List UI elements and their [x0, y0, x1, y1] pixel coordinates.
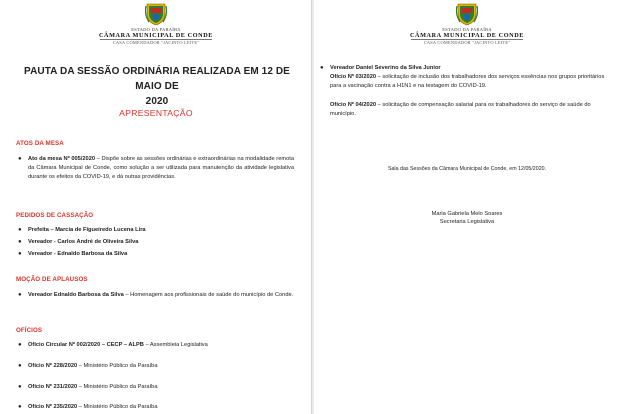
item-text: – Assembleia Legislativa — [143, 342, 208, 348]
list-item-oficio — [18, 383, 294, 392]
item-bold: Prefeita – Marcia de Figueiredo Lucena Lira — [28, 227, 146, 233]
sala-sessoes-line: Sala das Sessões da Câmara Municipal de Conde, em 12/05/2020. — [387, 166, 547, 172]
cassacao-heading: PEDIDOS DE CASSAÇÃO — [16, 212, 94, 219]
item-text: – Ministério Público da Paraíba — [77, 404, 158, 410]
signer-name: Maria Gabriela Melo Soares — [431, 211, 503, 217]
list-item-oficio — [18, 341, 294, 350]
letterhead — [314, 2, 620, 45]
item-text: – Ministério Público da Paraíba — [77, 384, 158, 390]
item-text: – Ministério Público da Paraíba — [77, 363, 158, 369]
item-bold: Ofício Nº 235/2020 — [28, 404, 78, 410]
letterhead-state: ESTADO DA PARAÍBA — [442, 27, 492, 32]
letterhead-chamber: CÂMARA MUNICIPAL DE CONDE — [98, 32, 214, 39]
bullet-icon: ● — [18, 342, 22, 348]
list-item-oficio — [18, 403, 294, 412]
bullet-icon: ● — [18, 156, 22, 162]
oficios-heading: OFÍCIOS — [16, 327, 43, 334]
bullet-icon: ● — [18, 384, 22, 390]
bullet-icon: ● — [18, 404, 22, 410]
item-bold: Ofício Nº 03/2020 — [330, 74, 377, 80]
list-item-oficio — [18, 362, 294, 371]
coat-of-arms-icon — [145, 2, 167, 26]
list-item-mocao — [18, 291, 294, 300]
bullet-icon: ● — [18, 251, 22, 257]
item-text: – solicitação de inclusão dos trabalhadores dos serviços essências nos grupos prioritários para a vacinação contra a H1N1 e na testagem do COVID-19. — [330, 74, 605, 90]
item-text: – Homenagem aos profissionais de saúde do município de Conde. — [123, 292, 294, 298]
page-title — [14, 64, 300, 109]
bullet-icon: ● — [18, 227, 22, 233]
bullet-icon: ● — [18, 363, 22, 369]
title-line-1: PAUTA DA SESSÃO ORDINÁRIA REALIZADA EM 12 DE MAIO DE — [24, 66, 290, 92]
item-bold: Ofício Nº 228/2020 — [28, 363, 78, 369]
letterhead-house: CASA COMENDADOR "JACINTO LEITE" — [112, 40, 200, 45]
oficio-03-paragraph — [330, 73, 606, 91]
list-item-cassacao — [18, 226, 294, 235]
item-bold: Ato da mesa Nº 005/2020 — [28, 156, 96, 162]
list-item-cassacao — [18, 238, 294, 247]
signer-role: Secretaria Legislativa — [439, 219, 495, 225]
bullet-icon: ● — [18, 292, 22, 298]
item-bold: Vereador - Ednaldo Barbosa da Silva — [28, 251, 128, 257]
list-item-cassacao — [18, 250, 294, 259]
list-item-ato — [18, 155, 294, 183]
coat-of-arms-icon — [456, 2, 478, 26]
oficio-04-paragraph — [330, 101, 606, 119]
mocao-heading: MOÇÃO DE APLAUSOS — [16, 276, 88, 283]
item-bold: Ofício Circular Nº 002/2020 – CECP – ALPB — [28, 342, 144, 348]
item-bold: Ofício Nº 04/2020 — [330, 102, 377, 108]
item-text: – Dispõe sobre as sessões ordinárias e extraordinárias na modalidade remota da Câmara Municipal de Conde, como solução a ser utilizada para manutenção da atividade legislativa durante os efeitos da COVID-19, e dá outras providências. — [28, 156, 294, 181]
bullet-icon: ● — [320, 65, 324, 71]
list-item-vereador — [320, 64, 606, 73]
item-text: – solicitação de compensação salarial para os trabalhadores do serviço de saúde do município. — [330, 102, 591, 118]
letterhead-state: ESTADO DA PARAÍBA — [131, 27, 181, 32]
document-page-right — [314, 0, 620, 414]
item-bold: Ofício Nº 231/2020 — [28, 384, 78, 390]
item-bold: Vereador Ednaldo Barbosa da Silva — [28, 292, 124, 298]
letterhead — [0, 2, 312, 45]
item-bold: Vereador - Carlos André de Oliveira Silva — [28, 239, 139, 245]
item-bold: Vereador Daniel Severino da Silva Junior — [330, 65, 441, 71]
presentation-heading: APRESENTAÇÃO — [119, 108, 193, 118]
letterhead-house: CASA COMENDADOR "JACINTO LEITE" — [423, 40, 511, 45]
atos-heading: ATOS DA MESA — [16, 140, 64, 147]
letterhead-chamber: CÂMARA MUNICIPAL DE CONDE — [409, 32, 525, 39]
bullet-icon: ● — [18, 239, 22, 245]
title-line-2: 2020 — [145, 96, 169, 107]
